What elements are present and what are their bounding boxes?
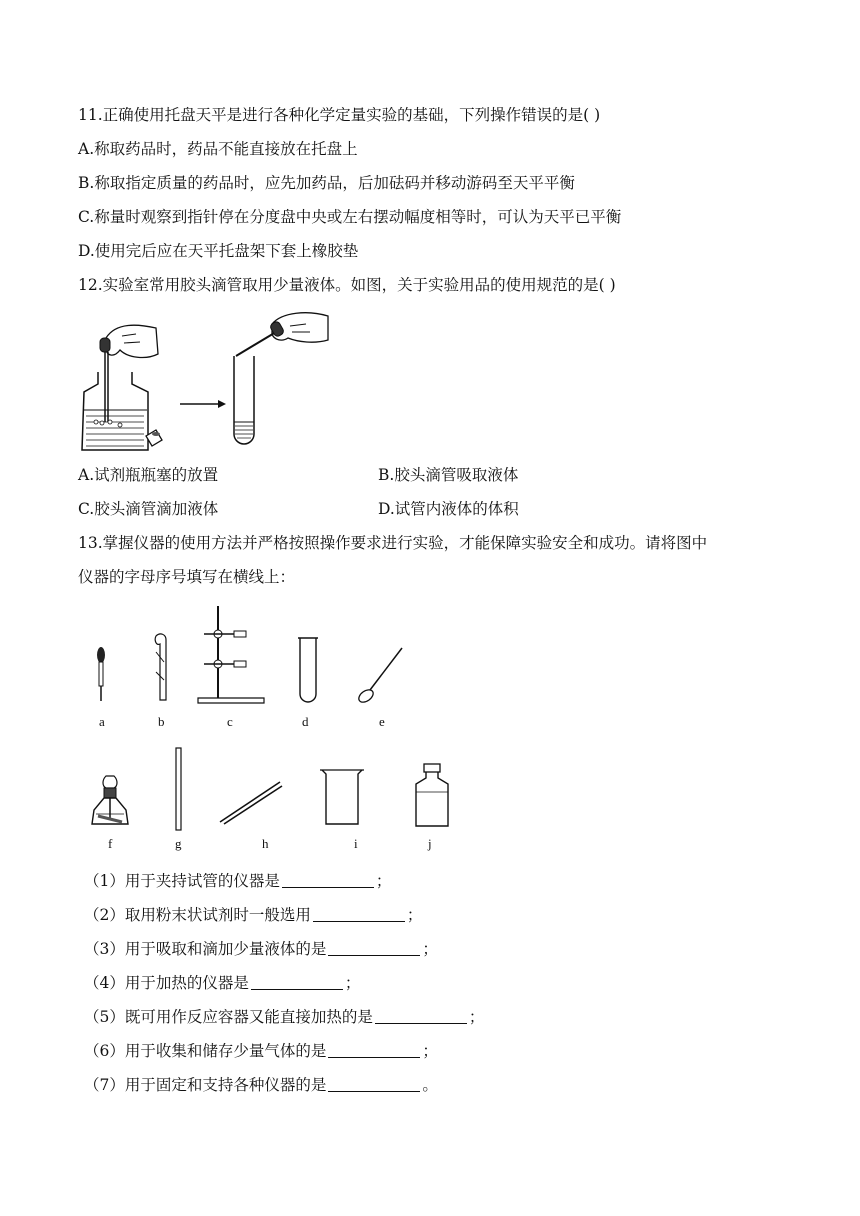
q13-sub-6 (84, 1040, 438, 1062)
instrument-label-c: c (227, 714, 233, 729)
q13-sub-3 (84, 938, 438, 960)
q12-dropper-figure (76, 310, 366, 460)
q12-stem: 12.实验室常用胶头滴管取用少量液体。如图，关于实验用品的使用规范的是( ) (78, 276, 616, 294)
q11-option-b: B.称取指定质量的药品时，应先加药品，后加砝码并移动游码至天平平衡 (78, 174, 575, 192)
answer-blank-6[interactable] (328, 1043, 420, 1058)
instrument-e-medicine-spoon (354, 644, 408, 706)
answer-blank-2[interactable] (313, 907, 405, 922)
q13-sub-2-text: （2）取用粉末状试剂时一般选用 (84, 906, 311, 924)
q13-sub-5-end: ； (468, 1008, 485, 1026)
q11-option-c: C.称量时观察到指针停在分度盘中央或左右摆动幅度相等时，可认为天平已平衡 (78, 208, 622, 226)
q13-sub-1-text: （1）用于夹持试管的仪器是 (84, 872, 280, 890)
instrument-g-glass-rod (172, 746, 186, 832)
instrument-i-beaker (318, 766, 366, 828)
q13-sub-2 (84, 904, 422, 926)
q13-sub-7 (84, 1074, 438, 1096)
instrument-label-j: j (428, 836, 432, 851)
answer-blank-5[interactable] (375, 1009, 467, 1024)
q13-sub-3-text: （3）用于吸取和滴加少量液体的是 (84, 940, 327, 958)
answer-blank-7[interactable] (328, 1077, 420, 1092)
instrument-h-tweezers (214, 778, 286, 828)
q13-stem-line1: 13.掌握仪器的使用方法并严格按照操作要求进行实验，才能保障实验安全和成功。请将图中 (78, 534, 708, 552)
q13-sub-1-end: ； (375, 872, 392, 890)
q13-stem-line2: 仪器的字母序号填写在横线上： (78, 568, 296, 586)
q13-sub-1 (84, 870, 391, 892)
instrument-j-gas-bottle (412, 762, 452, 830)
instrument-label-e: e (379, 714, 385, 729)
q11-stem: 11.正确使用托盘天平是进行各种化学定量实验的基础，下列操作错误的是( ) (78, 106, 601, 124)
instrument-label-b: b (158, 714, 165, 729)
q11-option-d: D.使用完后应在天平托盘架下套上橡胶垫 (78, 242, 359, 260)
q13-sub-6-end: ； (422, 1042, 438, 1060)
instrument-label-a: a (99, 714, 105, 729)
q13-sub-3-end: ； (422, 940, 438, 958)
q12-option-b: B.胶头滴管吸取液体 (378, 466, 519, 484)
q13-sub-5 (84, 1006, 484, 1028)
q12-option-c: C.胶头滴管滴加液体 (78, 500, 219, 518)
q13-sub-4 (84, 972, 360, 994)
q13-sub-4-end: ； (344, 974, 361, 992)
q13-sub-4-text: （4）用于加热的仪器是 (84, 974, 249, 992)
instrument-label-f: f (108, 836, 113, 851)
instrument-d-test-tube (296, 636, 320, 706)
instrument-label-h: h (262, 836, 269, 851)
instrument-f-alcohol-lamp (88, 774, 132, 830)
instrument-label-d: d (302, 714, 309, 729)
answer-blank-4[interactable] (251, 975, 343, 990)
instrument-label-g: g (175, 836, 182, 851)
q12-option-a: A.试剂瓶瓶塞的放置 (78, 466, 219, 484)
q13-sub-2-end: ； (406, 906, 423, 924)
q13-sub-7-end: 。 (422, 1076, 438, 1094)
answer-blank-3[interactable] (328, 941, 420, 956)
q13-sub-6-text: （6）用于收集和储存少量气体的是 (84, 1042, 327, 1060)
answer-blank-1[interactable] (282, 873, 374, 888)
q11-option-a: A.称取药品时，药品不能直接放在托盘上 (78, 140, 358, 158)
instrument-b-test-tube-holder (150, 632, 172, 704)
q13-sub-5-text: （5）既可用作反应容器又能直接加热的是 (84, 1008, 373, 1026)
q12-option-d: D.试管内液体的体积 (378, 500, 519, 518)
instrument-label-i: i (354, 836, 358, 851)
instrument-a-dropper (90, 645, 112, 705)
instrument-c-iron-stand (194, 604, 268, 706)
q13-sub-7-text: （7）用于固定和支持各种仪器的是 (84, 1076, 327, 1094)
